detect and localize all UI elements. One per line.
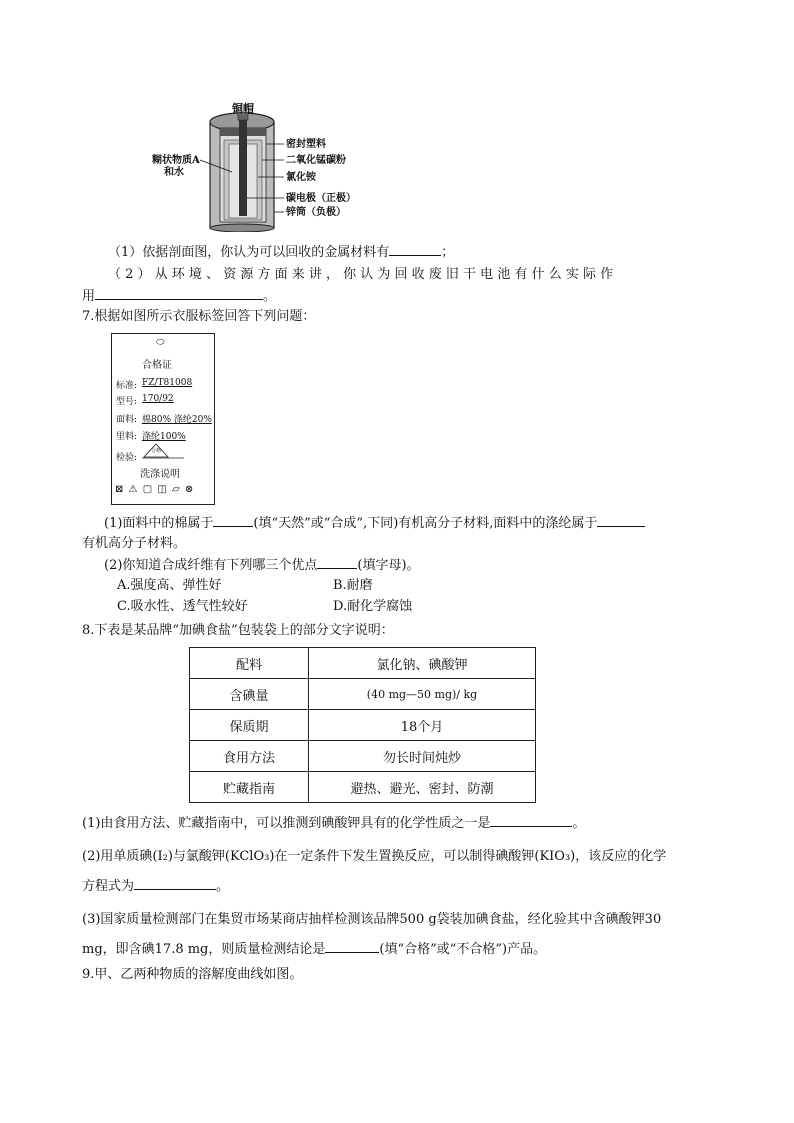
table-row [190,679,536,710]
label-paste-a: 糊状物质A [152,155,200,166]
q7-option-b: B.耐磨 [333,578,373,593]
table-key: 食用方法 [190,741,309,772]
battery-cross-section-figure [150,100,370,232]
tag-standard-value: FZ/T81008 [142,378,193,388]
q6-part2: （ 2 ） 从 环 境 、 资 源 方 面 来 讲 ， 你 认 为 回 收 废 旧 干 电 池 有 什 么 实 际 作 [108,267,614,282]
table-value: 氯化钠、碘酸钾 [309,648,536,679]
table-row [190,741,536,772]
q7-option-a: A.强度高、弹性好 [117,578,222,593]
tag-wash-heading: 洗涤说明 [140,469,180,480]
answer-blank[interactable] [490,814,572,827]
answer-blank[interactable] [325,940,379,953]
label-ammonium-chloride: 氯化铵 [286,172,316,183]
table-value: (40 mg—50 mg)/ kg [309,679,536,710]
table-key: 配料 [190,648,309,679]
label-copper-cap: 铜帽 [232,102,254,115]
tag-fabric-label: 面料: [116,415,138,425]
answer-blank[interactable] [134,877,216,890]
table-key: 含碘量 [190,679,309,710]
inspection-triangle-icon [142,442,186,460]
label-carbon-electrode: 碳电极（正极） [286,193,356,204]
table-value: 避热、避光、密封、防潮 [309,772,536,803]
q6-part3: 用 。 [82,289,277,304]
table-value: 18个月 [309,710,536,741]
q8-sub3-cont: mg，即含碘17.8 mg，则质量检测结论是 (填“合格”或“不合格”)产品。 [82,942,547,957]
table-key: 贮藏指南 [190,772,309,803]
label-zinc-can: 锌筒（负极） [286,207,346,218]
q8-sub2: (2)用单质碘(I₂)与氯酸钾(KClO₃)在一定条件下发生置换反应，可以制得碘酸钾(KIO₃)，该反应的化学 [82,849,667,864]
answer-blank[interactable] [389,243,441,256]
table-row [190,710,536,741]
iodized-salt-table [189,647,536,803]
tag-inspect-label: 检验: [116,453,138,463]
answer-blank[interactable] [597,514,645,527]
q8-title: 8.下表是某品牌“加碘食盐”包装袋上的部分文字说明： [82,623,394,638]
label-and-water: 和水 [164,167,184,178]
tag-heading: 合格证 [142,360,172,371]
table-row [190,648,536,679]
q7-title: 7.根据如图所示衣服标签回答下列问题： [82,309,316,324]
q8-sub3: (3)国家质量检测部门在集贸市场某商店抽样检测该品牌500 g袋装加碘食盐，经化验其中含碘酸钾30 [82,912,662,927]
table-key: 保质期 [190,710,309,741]
tag-fabric-value: 棉80% 涤纶20% [142,415,212,425]
q7-sub1: (1)面料中的棉属于 (填“天然”或“合成”,下同)有机高分子材料,面料中的涤纶属于 [104,514,645,533]
q9-title: 9.甲、乙两种物质的溶解度曲线如图。 [82,967,303,982]
wash-care-icons: ⊠ ⚠ ▢ ◫ ▱ ⊗ [115,484,195,495]
q7-sub2: (2)你知道合成纤维有下列哪三个优点 (填字母)。 [104,558,420,573]
q6-part1: （1）依据剖面图，你认为可以回收的金属材料有 ； [108,245,455,260]
q7-option-d: D.耐化学腐蚀 [333,599,413,614]
q7-option-c: C.吸水性、透气性较好 [117,599,248,614]
tag-standard-label: 标准: [116,381,138,391]
clothing-label-tag [111,333,215,505]
q7-sub1-cont: 有机高分子材料。 [82,536,187,551]
table-value: 勿长时间炖炒 [309,741,536,772]
tag-model-value: 170/92 [142,394,174,404]
answer-blank[interactable] [317,556,357,569]
tag-hole-icon: ⬭ [156,337,165,348]
tag-model-label: 型号: [116,397,138,407]
tag-inspect-mark: 合格 [151,448,162,454]
q8-sub1: (1)由食用方法、贮藏指南中，可以推测到碘酸钾具有的化学性质之一是 。 [82,816,586,831]
tag-lining-label: 里料: [116,432,138,442]
label-sealing-plastic: 密封塑料 [286,139,326,150]
label-mno2-carbon: 二氧化锰碳粉 [286,155,346,166]
q8-sub2-cont: 方程式为 。 [82,879,230,894]
answer-blank[interactable] [213,514,253,527]
answer-blank[interactable] [95,287,263,300]
tag-lining-value: 涤纶100% [142,432,186,442]
table-row [190,772,536,803]
